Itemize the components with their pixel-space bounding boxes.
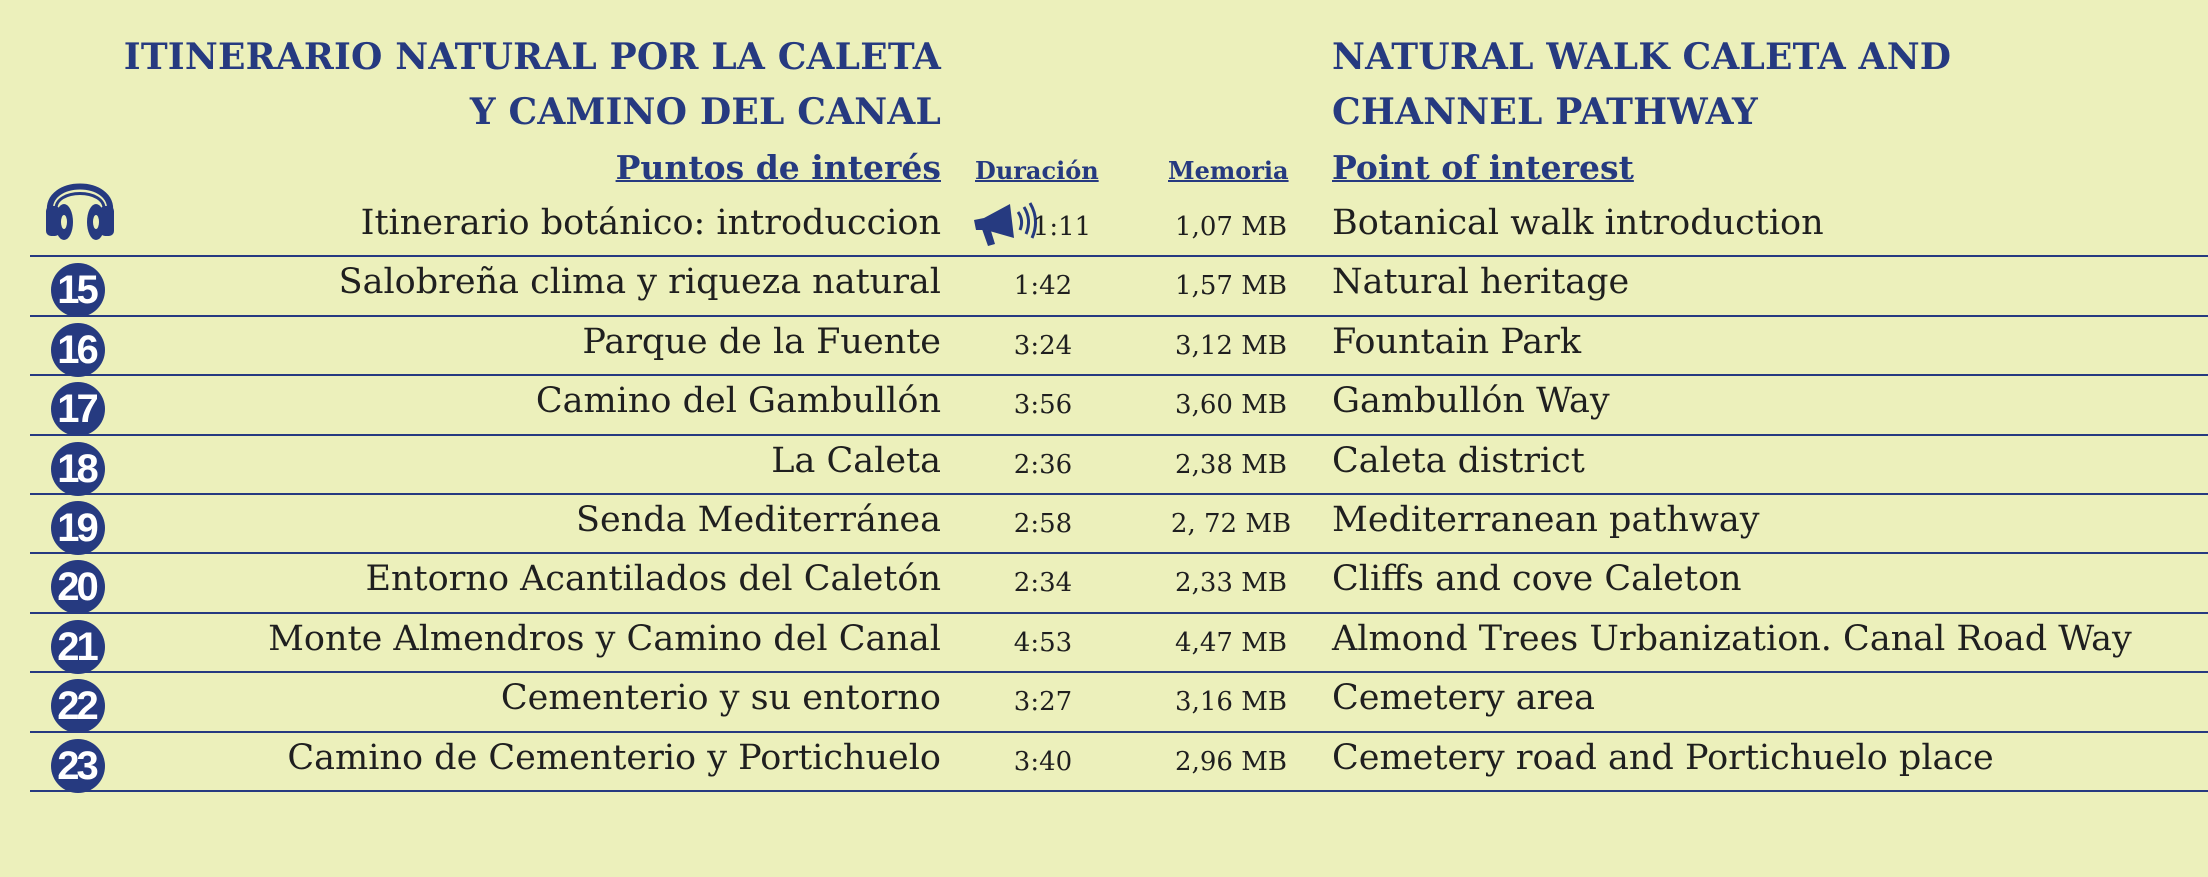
file-size-value: 2, 72 MB	[1170, 509, 1292, 539]
poi-name-english: Cemetery area	[1332, 678, 1595, 719]
file-size-value: 2,38 MB	[1175, 449, 1287, 480]
track-number-badge: 15	[51, 263, 105, 317]
duration-value: 3:27	[1013, 687, 1073, 718]
duration-value: 4:53	[1013, 627, 1073, 658]
header-duracion: Duración	[975, 156, 1099, 185]
duration-value: 1:42	[1013, 271, 1073, 302]
poi-name-spanish: Salobreña clima y riqueza natural	[338, 262, 941, 303]
title-english-line-2: CHANNEL PATHWAY	[1332, 91, 1758, 133]
track-number-badge: 18	[51, 442, 105, 496]
table-row	[0, 673, 2208, 732]
duration-value: 1:11	[1032, 212, 1092, 242]
poi-name-english: Botanical walk introduction	[1332, 203, 1824, 243]
row-divider	[30, 790, 2208, 792]
poi-name-spanish: Senda Mediterránea	[575, 500, 941, 540]
poi-name-spanish: La Caleta	[771, 440, 941, 481]
poi-name-spanish: Parque de la Fuente	[582, 321, 941, 362]
poi-name-spanish: Monte Almendros y Camino del Canal	[268, 618, 941, 659]
poi-name-spanish: Entorno Acantilados del Caletón	[365, 559, 941, 600]
title-english	[1332, 30, 1951, 140]
file-size-value: 4,47 MB	[1175, 627, 1287, 658]
header-puntos-de-interes: Puntos de interés	[615, 148, 941, 187]
poi-name-spanish: Itinerario botánico: introduccion	[360, 203, 941, 243]
duration-value: 3:56	[1013, 390, 1073, 421]
file-size-value: 2,96 MB	[1175, 746, 1287, 777]
track-number-badge: 21	[51, 620, 105, 674]
track-number-badge: 20	[51, 560, 105, 614]
title-spanish-line-1: ITINERARIO NATURAL POR LA CALETA	[123, 36, 941, 78]
track-number-badge: 23	[51, 739, 105, 793]
poi-name-english: Gambullón Way	[1332, 381, 1610, 422]
file-size-value: 1,57 MB	[1175, 271, 1287, 302]
duration-value: 2:36	[1013, 449, 1073, 480]
poi-name-english: Caleta district	[1332, 440, 1585, 481]
table-row	[0, 198, 2208, 257]
poi-name-english: Fountain Park	[1332, 321, 1582, 362]
table-row	[0, 733, 2208, 792]
duration-value: 3:40	[1013, 746, 1073, 777]
table-row	[0, 257, 2208, 316]
table-row	[0, 376, 2208, 435]
track-number-badge: 16	[51, 323, 105, 377]
file-size-value: 1,07 MB	[1175, 212, 1287, 242]
duration-value: 3:24	[1013, 330, 1073, 361]
duration-value: 2:34	[1013, 568, 1073, 599]
track-number-badge: 22	[51, 679, 105, 733]
poi-name-spanish: Camino del Gambullón	[535, 381, 941, 422]
title-english-line-1: NATURAL WALK CALETA AND	[1332, 36, 1952, 78]
poi-name-spanish: Camino de Cementerio y Portichuelo	[287, 737, 941, 778]
header-point-of-interest: Point of interest	[1332, 148, 1634, 187]
file-size-value: 3,60 MB	[1175, 390, 1287, 421]
poi-name-english: Almond Trees Urbanization. Canal Road Way	[1332, 618, 2132, 659]
table-row	[0, 317, 2208, 376]
poi-name-english: Natural heritage	[1332, 262, 1630, 303]
header-memoria: Memoria	[1168, 156, 1289, 185]
file-size-value: 3,12 MB	[1175, 330, 1287, 361]
table-row	[0, 554, 2208, 613]
poi-name-english: Mediterranean pathway	[1332, 500, 1760, 540]
duration-value: 2:58	[1013, 509, 1073, 539]
title-spanish-line-2: Y CAMINO DEL CANAL	[469, 91, 941, 133]
track-number-badge: 19	[51, 501, 105, 555]
table-row	[0, 436, 2208, 495]
table-row	[0, 614, 2208, 673]
table-row	[0, 495, 2208, 554]
poi-name-spanish: Cementerio y su entorno	[500, 678, 941, 719]
megaphone-icon	[970, 198, 1040, 250]
track-number-badge: 17	[51, 382, 105, 436]
title-spanish	[124, 30, 941, 140]
poi-name-english: Cliffs and cove Caleton	[1332, 559, 1742, 600]
file-size-value: 2,33 MB	[1175, 568, 1287, 599]
file-size-value: 3,16 MB	[1175, 687, 1287, 718]
poi-name-english: Cemetery road and Portichuelo place	[1332, 737, 1994, 778]
